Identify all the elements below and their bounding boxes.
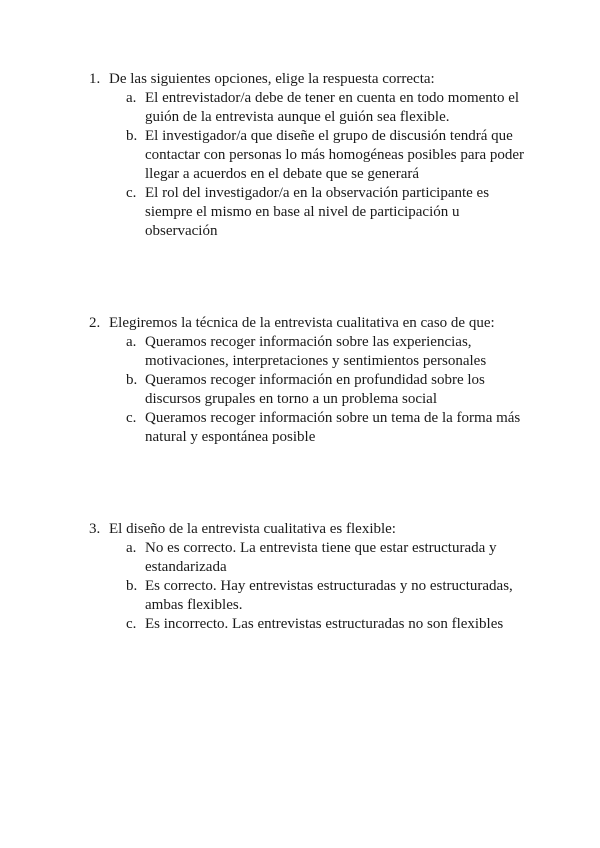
question-3-number: 3. xyxy=(89,521,101,537)
option-text: Queramos recoger información sobre un tema de la forma más natural y espontánea posible xyxy=(145,410,521,445)
question-3 xyxy=(0,520,600,634)
option-letter: c. xyxy=(126,616,137,632)
question-1-stem xyxy=(0,70,529,89)
question-1-option-b xyxy=(0,127,530,184)
option-letter: c. xyxy=(126,410,137,426)
option-letter: a. xyxy=(126,90,137,106)
question-3-text: El diseño de la entrevista cualitativa es flexible: xyxy=(109,521,396,537)
question-1 xyxy=(0,70,600,241)
question-2-option-c xyxy=(0,409,530,447)
question-3-stem xyxy=(0,520,529,539)
option-letter: a. xyxy=(126,540,137,556)
question-2-number: 2. xyxy=(89,315,101,331)
option-text: Es incorrecto. Las entrevistas estructuradas no son flexibles xyxy=(145,616,504,632)
question-2-option-b xyxy=(0,371,530,409)
question-2-option-a xyxy=(0,333,530,371)
option-letter: c. xyxy=(126,185,137,201)
option-text: El investigador/a que diseñe el grupo de discusión tendrá que contactar con personas lo más homogéneas posibles para poder llegar a acuerdos en el debate que se generará xyxy=(145,128,525,182)
option-letter: b. xyxy=(126,128,138,144)
option-letter: b. xyxy=(126,372,138,388)
question-2-text: Elegiremos la técnica de la entrevista cualitativa en caso de que: xyxy=(109,315,495,331)
option-letter: b. xyxy=(126,578,138,594)
question-2-stem xyxy=(0,314,529,333)
option-text: Queramos recoger información en profundidad sobre los discursos grupales en torno a un problema social xyxy=(145,372,485,407)
question-1-option-a xyxy=(0,89,530,127)
question-1-number: 1. xyxy=(89,71,101,87)
question-2 xyxy=(0,314,600,447)
question-1-text: De las siguientes opciones, elige la respuesta correcta: xyxy=(109,71,435,87)
option-text: Queramos recoger información sobre las experiencias, motivaciones, interpretaciones y sentimientos personales xyxy=(145,334,487,369)
question-3-option-c xyxy=(0,615,530,634)
option-letter: a. xyxy=(126,334,137,350)
option-text: No es correcto. La entrevista tiene que estar estructurada y estandarizada xyxy=(145,540,497,575)
option-text: Es correcto. Hay entrevistas estructuradas y no estructuradas, ambas flexibles. xyxy=(145,578,513,613)
option-text: El entrevistador/a debe de tener en cuenta en todo momento el guión de la entrevista aunque el guión sea flexible. xyxy=(145,90,520,125)
question-1-option-c xyxy=(0,184,530,241)
question-3-option-b xyxy=(0,577,530,615)
question-3-option-a xyxy=(0,539,530,577)
option-text: El rol del investigador/a en la observación participante es siempre el mismo en base al nivel de participación u observación xyxy=(145,185,490,239)
